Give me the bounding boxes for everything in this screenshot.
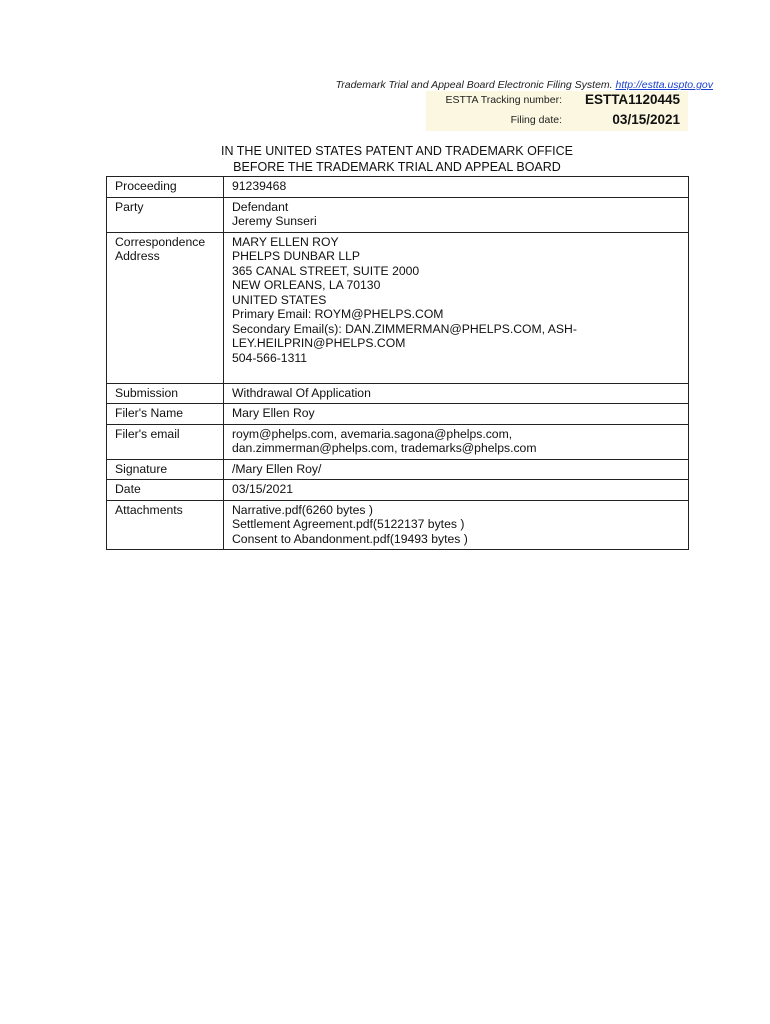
value-line: Narrative.pdf(6260 bytes ) xyxy=(232,502,373,517)
label-line: Address xyxy=(115,249,160,263)
row-value xyxy=(224,500,689,550)
system-header xyxy=(336,79,713,91)
value-line: UNITED STATES xyxy=(232,292,327,307)
value-line: Settlement Agreement.pdf(5122137 bytes ) xyxy=(232,517,465,531)
value-line: 91239468 xyxy=(232,179,287,193)
table-row-filers-name xyxy=(107,404,689,425)
label-line: Party xyxy=(115,199,144,214)
system-title: Trademark Trial and Appeal Board Electronic Filing System. xyxy=(335,79,613,91)
table-row-date xyxy=(107,480,689,501)
tracking-row xyxy=(426,91,688,111)
tracking-label: ESTTA Tracking number: xyxy=(445,94,562,106)
row-value xyxy=(224,232,689,383)
table-row-proceeding xyxy=(107,177,689,198)
table-row-submission xyxy=(107,383,689,404)
value-line: Secondary Email(s): DAN.ZIMMERMAN@PHELPS.COM, ASH- xyxy=(232,321,577,336)
estta-link[interactable]: http://estta.uspto.gov xyxy=(615,79,713,91)
row-label xyxy=(107,424,224,459)
value-line: Consent to Abandonment.pdf(19493 bytes ) xyxy=(232,531,468,546)
value-line: Defendant xyxy=(232,199,289,214)
value-line: roym@phelps.com, avemaria.sagona@phelps.com, xyxy=(232,426,513,441)
tracking-box xyxy=(426,91,688,131)
document-title-line1: IN THE UNITED STATES PATENT AND TRADEMARK OFFICE xyxy=(221,144,573,158)
table-row-attachments xyxy=(107,500,689,550)
label-line: Proceeding xyxy=(115,179,177,193)
row-value xyxy=(224,404,689,425)
value-line: dan.zimmerman@phelps.com, trademarks@phelps.com xyxy=(232,441,537,455)
value-line: MARY ELLEN ROY xyxy=(232,234,339,249)
row-label xyxy=(107,404,224,425)
label-line: Attachments xyxy=(115,502,183,517)
row-label xyxy=(107,459,224,480)
row-label xyxy=(107,177,224,198)
value-line: PHELPS DUNBAR LLP xyxy=(232,249,361,263)
table-row-correspondence-address xyxy=(107,232,689,383)
row-value xyxy=(224,480,689,501)
value-line: Withdrawal Of Application xyxy=(232,385,371,400)
row-label xyxy=(107,480,224,501)
table-row-filers-email xyxy=(107,424,689,459)
table-row-party xyxy=(107,197,689,232)
row-value xyxy=(224,383,689,404)
filing-table xyxy=(106,176,689,550)
row-label xyxy=(107,232,224,383)
value-line: 504-566-1311 xyxy=(232,350,307,365)
value-line: LEY.HEILPRIN@PHELPS.COM xyxy=(232,336,406,350)
label-line: Filer's email xyxy=(115,426,180,441)
value-line: Jeremy Sunseri xyxy=(232,214,317,228)
value-line: 03/15/2021 xyxy=(232,482,293,496)
row-value xyxy=(224,177,689,198)
label-line: Submission xyxy=(115,385,178,400)
row-value xyxy=(224,197,689,232)
label-line: Date xyxy=(115,482,141,496)
row-value xyxy=(224,424,689,459)
value-line: Mary Ellen Roy xyxy=(232,406,315,420)
value-line: NEW ORLEANS, LA 70130 xyxy=(232,278,381,292)
value-line xyxy=(232,365,680,380)
label-line: Correspondence xyxy=(115,234,206,249)
tracking-number: ESTTA1120445 xyxy=(584,92,680,107)
value-line: /Mary Ellen Roy/ xyxy=(232,461,322,476)
document-title-line2: BEFORE THE TRADEMARK TRIAL AND APPEAL BOARD xyxy=(233,160,561,174)
table-row-signature xyxy=(107,459,689,480)
filing-date-value: 03/15/2021 xyxy=(612,112,680,127)
filing-date-label: Filing date: xyxy=(510,114,562,126)
label-line: Signature xyxy=(115,461,168,476)
row-label xyxy=(107,197,224,232)
value-line: 365 CANAL STREET, SUITE 2000 xyxy=(232,263,420,278)
filing-date-row xyxy=(426,111,688,131)
value-line: Primary Email: ROYM@PHELPS.COM xyxy=(232,307,444,321)
row-label xyxy=(107,383,224,404)
row-label xyxy=(107,500,224,550)
label-line: Filer's Name xyxy=(115,406,184,420)
row-value xyxy=(224,459,689,480)
